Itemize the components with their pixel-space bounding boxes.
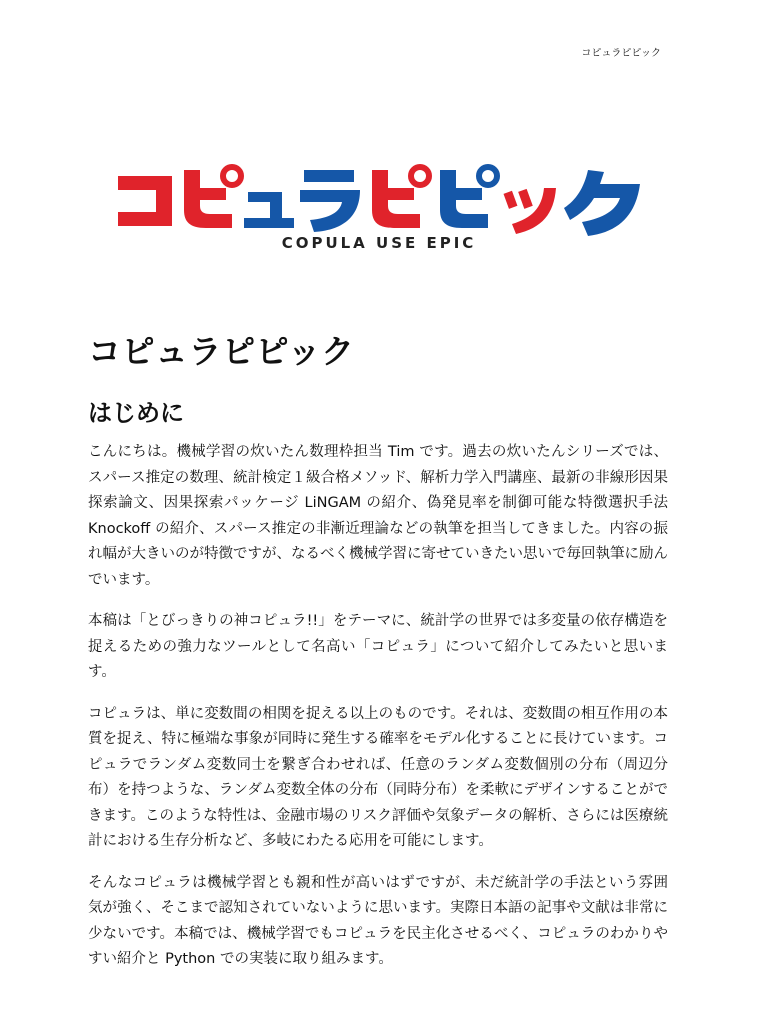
paragraph: 本稿は「とびっきりの神コピュラ!!」をテーマに、統計学の世界では多変量の依存構造を捉えるための強力なツールとして名高い「コピュラ」について紹介してみたいと思います。 [88, 613, 668, 680]
logo-glyph-pi-3 [440, 167, 497, 228]
logo-subtitle: COPULA USE EPIC [281, 234, 477, 252]
paragraph: こんにちは。機械学習の炊いたん数理枠担当 Tim です。過去の炊いたんシリーズでは、スパース推定の数理、統計検定１級合格メソッド、解析力学入門講座、最新の非線形因果探索論文、因果探索パッケージ LiNGAM の紹介、偽発見率を制御可能な特徴選択手法 Knockoff の紹介、スパース推定の非漸近理論などの執筆を担当してきました。内容の振れ幅が大きいのが特徴ですが、なるべく機械学習に寄せていきたい思いで毎回執筆に励んでいます。 [88, 444, 668, 588]
section-heading: はじめに [88, 399, 184, 427]
logo-glyph-ku [564, 170, 640, 236]
paragraph: そんなコピュラは機械学習とも親和性が高いはずですが、未だ統計学の手法という雰囲気が強く、そこまで認知されていないように思います。実際日本語の記事や文献は非常に少ないです。本稿では、機械学習でもコピュラを民主化させるべく、コピュラのわかりやすい紹介と Python での実装に取り組みます。 [88, 874, 668, 967]
logo-glyph-ra [300, 170, 360, 232]
logo-glyph-pi-2 [372, 167, 429, 228]
paragraph: コピュラは、単に変数間の相関を捉える以上のものです。それは、変数間の相互作用の本質を捉え、特に極端な事象が同時に発生する確率をモデル化することに長けています。コピュラでランダム変数同士を繋ぎ合わせれば、任意のランダム変数個別の分布（周辺分布）を持つような、ランダム変数全体の分布（同時分布）を柔軟にデザインすることができます。このような特性は、金融市場のリスク評価や気象データの解析、さらには医療統計における生存分析など、多岐にわたる応用を可能にします。 [88, 705, 668, 849]
page-title: コピュラピピック [88, 332, 355, 371]
running-head: コピュラピピック [581, 48, 661, 59]
logo-glyph-ko [118, 176, 172, 226]
body-text [88, 440, 668, 989]
logo [114, 162, 644, 262]
logo-graphic [114, 162, 644, 262]
logo-glyph-tsu [504, 188, 556, 234]
logo-glyph-pi-1 [184, 167, 241, 228]
logo-glyph-yu [244, 192, 294, 228]
